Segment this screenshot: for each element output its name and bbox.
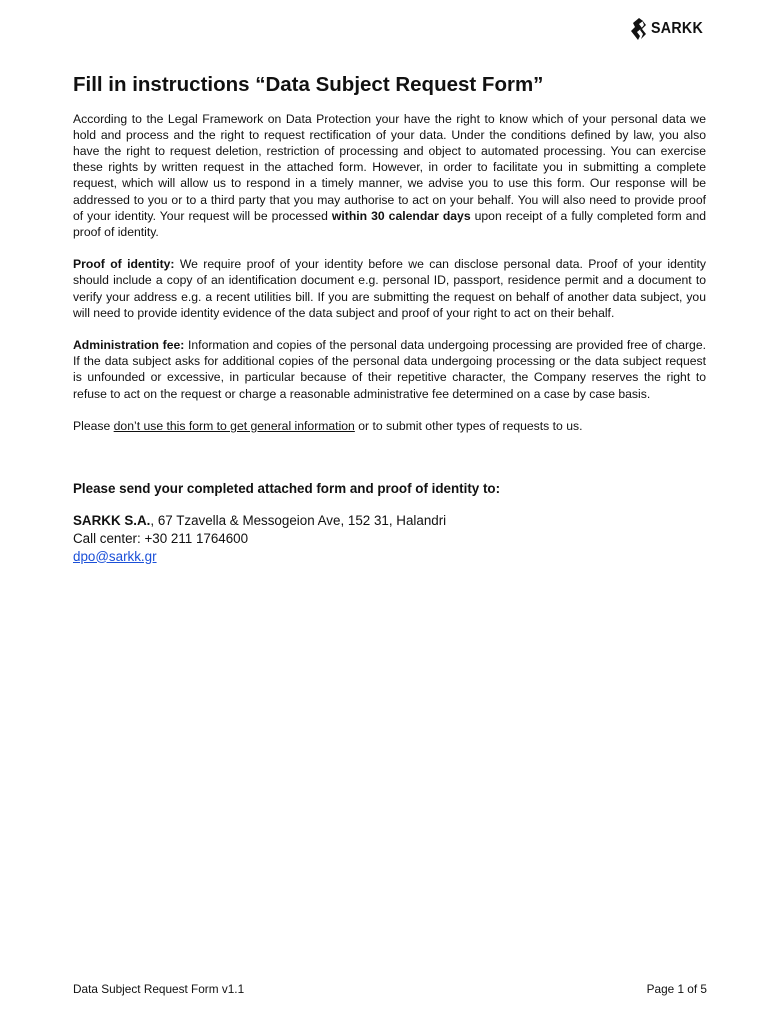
page-title: Fill in instructions “Data Subject Request Form” [73, 73, 544, 96]
sarkk-emblem-icon [629, 17, 649, 41]
send-heading: Please send your completed attached form and proof of identity to: [73, 481, 501, 497]
document-body [73, 72, 706, 566]
proof-label: Proof of identity: [73, 257, 175, 272]
email-link[interactable]: dpo@sarkk.gr [73, 548, 157, 564]
intro-text-end: upon receipt of a fully completed form and proof of identity. [73, 208, 706, 240]
please-paragraph [73, 418, 706, 434]
intro-paragraph [73, 111, 706, 241]
logo-text: SARKK [651, 20, 704, 38]
fee-label: Administration fee: [73, 338, 185, 353]
fee-text: Information and copies of the personal data undergoing processing are provided free of charge. If the data subject asks for additional copies of the personal data undergoing processing or the data subject request is unfounded or excessive, in particular because of their repetitive character, the Company reserves the right to refuse to act on the request or charge a reasonable administrative fee determined on a case by case basis. [73, 338, 706, 401]
general-info-note: don’t use this form to get general information [113, 418, 355, 433]
intro-text: According to the Legal Framework on Data Protection your have the right to know which of your personal data we hold and process and the right to request rectification of your data. Under the conditions defined by law, you also have the right to request deletion, restriction of processing and object to automated processing. You can exercise these rights by written request in the attached form. However, in order to facilitate you in submitting a complete request, which will allow us to respond in a timely manner, we advise you to use this form. Our response will be addressed to you or to a third party that you may authorise to act on your behalf. You will also need to provide proof of your identity. Your request will be processed [73, 111, 706, 223]
please-text: Please [73, 418, 114, 433]
fee-paragraph [73, 337, 706, 402]
proof-text: We require proof of your identity before we can disclose personal data. Proof of your identity should include a copy of an identification document e.g. personal ID, passport, residence permit and a document to verify your address e.g. a recent utilities bill. If you are submitting the request on behalf of another data subject, you will need to provide identity evidence of the data subject and proof of your right to act on their behalf. [73, 257, 706, 320]
footer-form-version: Data Subject Request Form v1.1 [73, 982, 245, 996]
company-address: , 67 Tzavella & Messogeion Ave, 152 31, Halandri [150, 512, 447, 528]
contact-block [73, 512, 706, 566]
company-logo [629, 17, 708, 41]
call-center: Call center: +30 211 1764600 [73, 530, 249, 546]
company-name: SARKK S.A. [73, 512, 151, 528]
intro-deadline: within 30 calendar days [331, 208, 471, 223]
contact-address-line [73, 512, 706, 530]
please-text-end: or to submit other types of requests to us. [354, 418, 583, 433]
footer-page-number: Page 1 of 5 [646, 982, 707, 996]
proof-paragraph [73, 256, 706, 321]
